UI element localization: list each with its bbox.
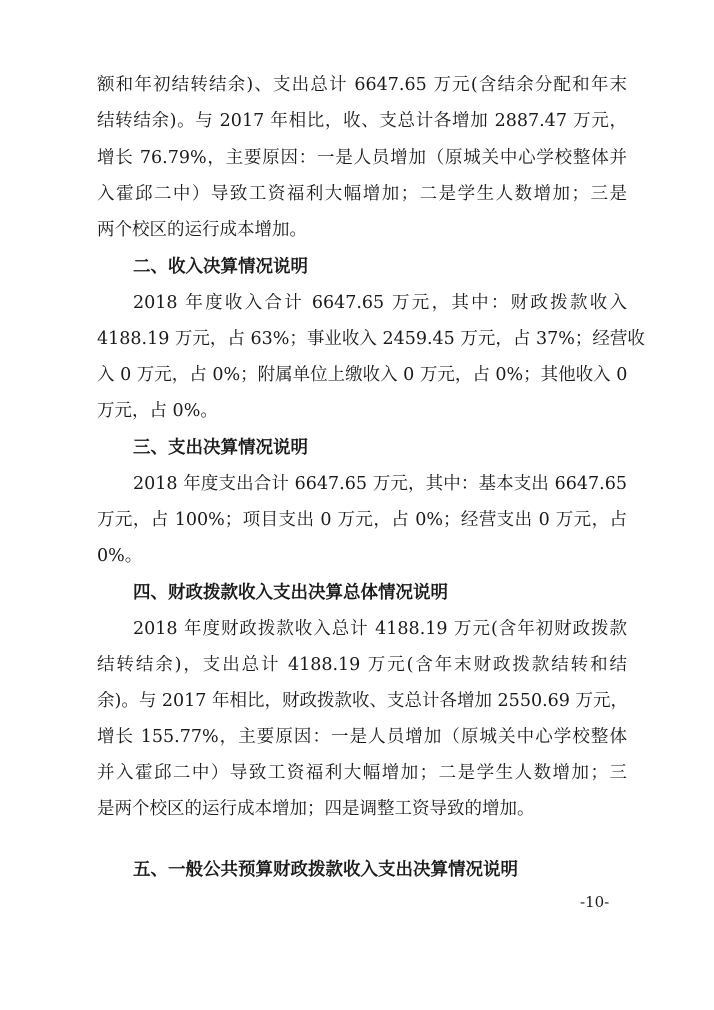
section-heading-expenditure: 三、支出决算情况说明 <box>133 438 308 458</box>
section-heading-general-budget: 五、一般公共预算财政拨款收入支出决算情况说明 <box>133 860 518 880</box>
paragraph-line: 2018 年度财政拨款收入总计 4188.19 万元(含年初财政拨款 <box>133 619 627 639</box>
paragraph-line: 2018 年度收入合计 6647.65 万元，其中：财政拨款收入 <box>133 293 627 313</box>
paragraph-line: 入霍邱二中）导致工资福利大幅增加；二是学生人数增加；三是 <box>97 184 627 204</box>
paragraph-line: 两个校区的运行成本增加。 <box>97 220 307 240</box>
paragraph-line: 并入霍邱二中）导致工资福利大幅增加；二是学生人数增加；三 <box>97 763 627 783</box>
page-number: -10- <box>580 893 610 911</box>
paragraph-line: 结转结余)。与 2017 年相比，收、支总计各增加 2887.47 万元， <box>97 111 627 131</box>
paragraph-line: 额和年初结转结余)、支出总计 6647.65 万元(含结余分配和年末 <box>97 75 627 95</box>
paragraph-line: 万元，占 100%；项目支出 0 万元，占 0%；经营支出 0 万元，占 <box>97 510 627 530</box>
paragraph-line: 是两个校区的运行成本增加；四是调整工资导致的增加。 <box>97 799 535 819</box>
paragraph-line: 增长 76.79%，主要原因：一是人员增加（原城关中心学校整体并 <box>97 148 627 168</box>
paragraph-line: 余)。与 2017 年相比，财政拨款收、支总计各增加 2550.69 万元， <box>97 691 628 711</box>
paragraph-line: 0%。 <box>97 546 143 566</box>
paragraph-line: 万元，占 0%。 <box>97 401 218 421</box>
paragraph-line: 增长 155.77%，主要原因：一是人员增加（原城关中心学校整体 <box>97 727 627 747</box>
paragraph-line: 4188.19 万元，占 63%；事业收入 2459.45 万元，占 37%；经营收 <box>97 329 645 349</box>
paragraph-line: 结转结余)，支出总计 4188.19 万元(含年末财政拨款结转和结 <box>97 655 627 675</box>
paragraph-line: 2018 年度支出合计 6647.65 万元，其中：基本支出 6647.65 <box>133 474 627 494</box>
section-heading-fiscal-overall: 四、财政拨款收入支出决算总体情况说明 <box>133 583 448 603</box>
section-heading-income: 二、收入决算情况说明 <box>133 257 308 277</box>
paragraph-line: 入 0 万元，占 0%；附属单位上缴收入 0 万元，占 0%；其他收入 0 <box>97 365 628 385</box>
